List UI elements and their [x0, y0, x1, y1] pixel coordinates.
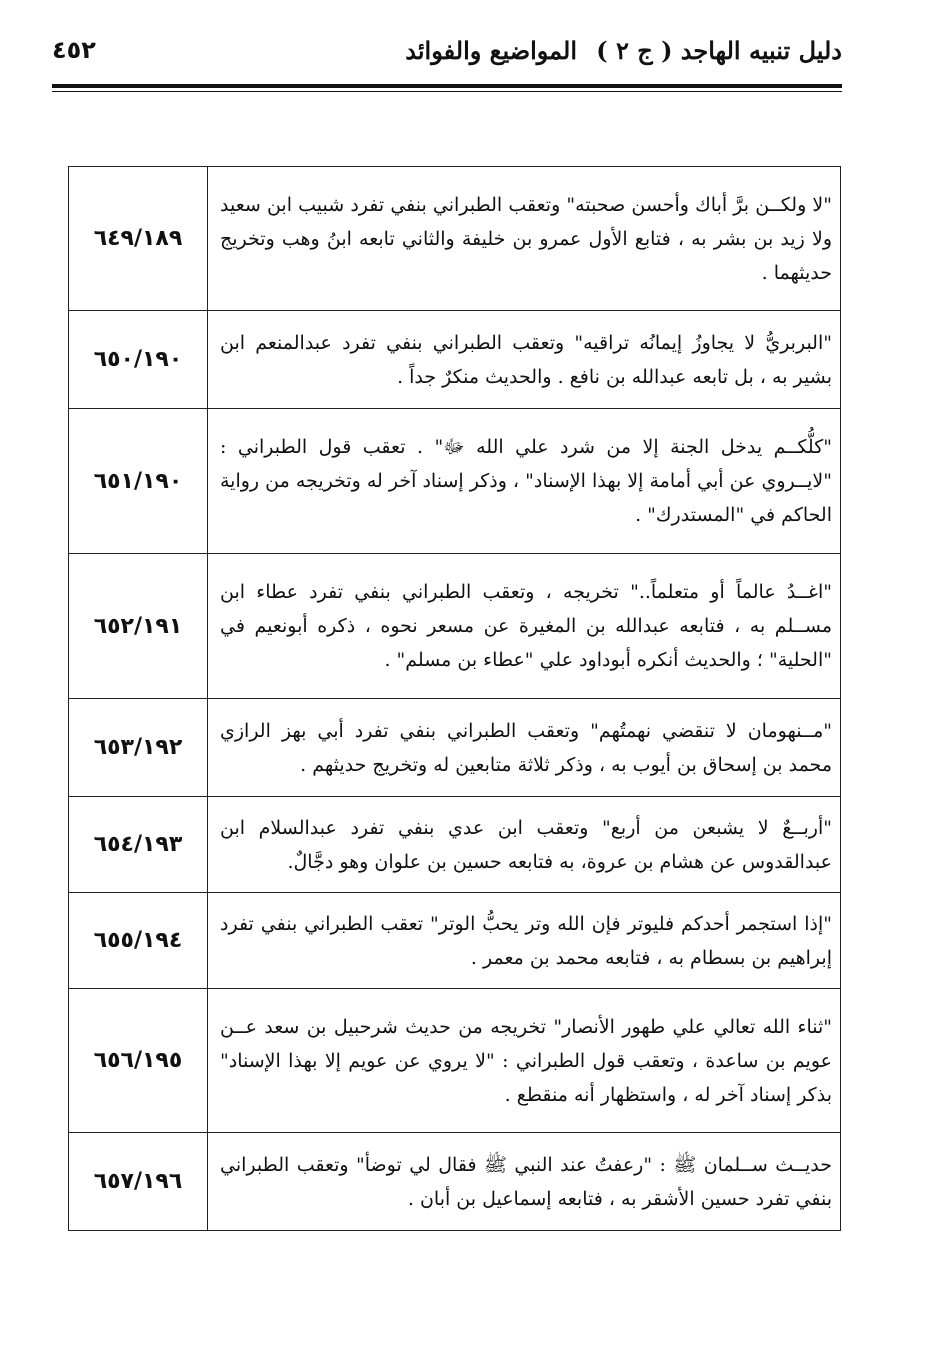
header-rule-thick	[52, 84, 842, 88]
table-row	[69, 409, 841, 554]
table-row	[69, 989, 841, 1133]
entry-text: "البربريُّ لا يجاوزُ إيمانُه تراقيه" وتعقب الطبراني بنفي تفرد عبدالمنعم ابن بشير به ، بل تابعه عبدالله بن نافع . والحديث منكرٌ جداً .	[208, 311, 841, 409]
section-title: المواضيع والفوائد	[405, 36, 577, 65]
entry-reference: ٦٥٢/١٩١	[69, 554, 208, 699]
table-row	[69, 1133, 841, 1231]
entry-reference: ٦٥٤/١٩٣	[69, 797, 208, 893]
entry-text: "اغــدُ عالماً أو متعلماً.." تخريجه ، وتعقب الطبراني بنفي تفرد عطاء ابن مســلم به ، فتابعه عبدالله بن المغيرة عن مسعر نحوه ، ذكره أبونعيم في "الحلية" ؛ والحديث أنكره أبوداود علي "عطاء بن مسلم" .	[208, 554, 841, 699]
page-number: ٤٥٢	[52, 36, 96, 64]
table-row	[69, 797, 841, 893]
header-rule-thin	[52, 91, 842, 92]
entry-text: "ثناء الله تعالي علي طهور الأنصار" تخريجه من حديث شرحبيل بن سعد عــن عويم بن ساعدة ، وتعقب قول الطبراني : "لا يروي عن عويم إلا بهذا الإسناد" بذكر إسناد آخر له ، واستظهار أنه منقطع .	[208, 989, 841, 1133]
table-row	[69, 167, 841, 311]
entry-reference: ٦٥٠/١٩٠	[69, 311, 208, 409]
entry-reference: ٦٥٧/١٩٦	[69, 1133, 208, 1231]
entries-table	[68, 166, 841, 1231]
table-row	[69, 893, 841, 989]
entry-text: "مــنهومان لا تنقضي نهمتُهم" وتعقب الطبراني بنفي تفرد أبي بهز الرازي محمد بن إسحاق بن أيوب به ، وذكر ثلاثة متابعين له وتخريج حديثهم .	[208, 699, 841, 797]
entry-text: "أربــعٌ لا يشبعن من أربع" وتعقب ابن عدي بنفي تفرد عبدالسلام ابن عبدالقدوس عن هشام بن عروة، به فتابعه حسين بن علوان وهو دجَّالٌ.	[208, 797, 841, 893]
entry-reference: ٦٥٥/١٩٤	[69, 893, 208, 989]
entry-text: "إذا استجمر أحدكم فليوتر فإن الله وتر يحبُّ الوتر" تعقب الطبراني بنفي تفرد إبراهيم بن بسطام به ، فتابعه محمد بن معمر .	[208, 893, 841, 989]
entry-text: "كلُّكــم يدخل الجنة إلا من شرد علي الله ﷻ" . تعقب قول الطبراني : "لايــروي عن أبي أمامة إلا بهذا الإسناد" ، وذكر إسناد آخر له وتخريجه من رواية الحاكم في "المستدرك" .	[208, 409, 841, 554]
entry-text: حديــث ســلمان ﷺ : "رعفتُ عند النبي ﷺ فقال لي توضأ" وتعقب الطبراني بنفي تفرد حسين الأشقر به ، فتابعه إسماعيل بن أبان .	[208, 1133, 841, 1231]
table-row	[69, 554, 841, 699]
page-header	[52, 30, 842, 74]
entry-text: "لا ولكــن برَّ أباك وأحسن صحبته" وتعقب الطبراني بنفي تفرد شبيب ابن سعيد ولا زيد بن بشر به ، فتابع الأول عمرو بن خليفة والثاني تابعه ابنُ وهب وتخريج حديثهما .	[208, 167, 841, 311]
entry-reference: ٦٥١/١٩٠	[69, 409, 208, 554]
book-title: دليل تنبيه الهاجد ( ج ٢ )	[596, 36, 842, 65]
entry-reference: ٦٥٣/١٩٢	[69, 699, 208, 797]
entry-reference: ٦٥٦/١٩٥	[69, 989, 208, 1133]
table-row	[69, 699, 841, 797]
entry-reference: ٦٤٩/١٨٩	[69, 167, 208, 311]
table-row	[69, 311, 841, 409]
